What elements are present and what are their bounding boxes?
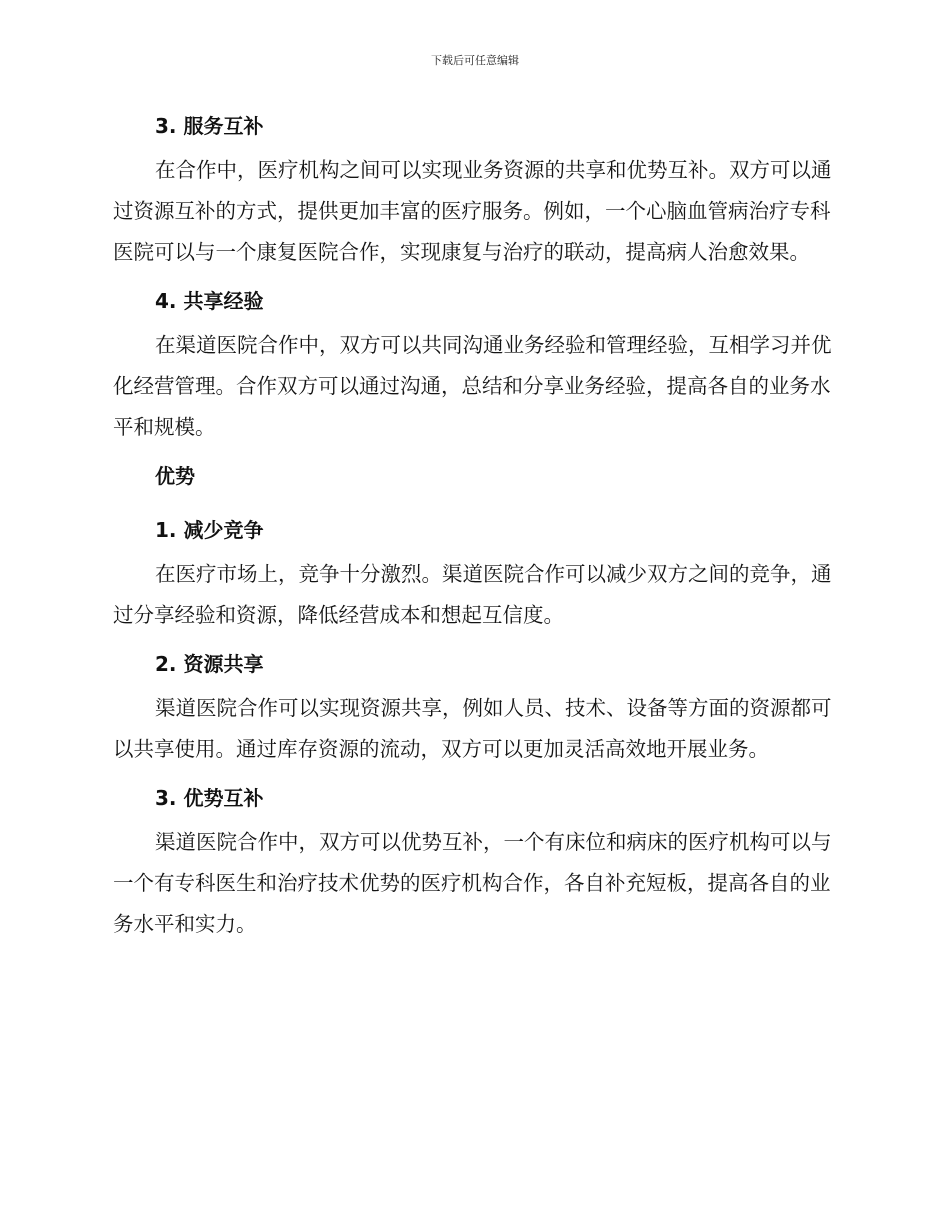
- section-paragraph-advantage-complement: 渠道医院合作中，双方可以优势互补，一个有床位和病床的医疗机构可以与一个有专科医生和治疗技术优势的医疗机构合作，各自补充短板，提高各自的业务水平和实力。: [113, 830, 832, 936]
- section-heading-advantages: 优势: [155, 464, 195, 488]
- section-heading-shared-experience: 4. 共享经验: [155, 289, 264, 313]
- section-heading-service-complement: 3. 服务互补: [155, 114, 264, 138]
- page-header: 下载后可任意编辑: [431, 54, 519, 67]
- section-paragraph-service-complement: 在合作中，医疗机构之间可以实现业务资源的共享和优势互补。双方可以通过资源互补的方式，提供更加丰富的医疗服务。例如，一个心脑血管病治疗专科医院可以与一个康复医院合作，实现康复与治疗的联动，提高病人治愈效果。: [113, 158, 832, 264]
- section-heading-resource-sharing: 2. 资源共享: [155, 652, 264, 676]
- section-paragraph-resource-sharing: 渠道医院合作可以实现资源共享，例如人员、技术、设备等方面的资源都可以共享使用。通过库存资源的流动，双方可以更加灵活高效地开展业务。: [113, 696, 832, 761]
- document-body: [113, 111, 835, 945]
- section-paragraph-reduce-competition: 在医疗市场上，竞争十分激烈。渠道医院合作可以减少双方之间的竞争，通过分享经验和资源，降低经营成本和想起互信度。: [113, 562, 832, 627]
- section-heading-advantage-complement: 3. 优势互补: [155, 786, 264, 810]
- section-heading-reduce-competition: 1. 减少竞争: [155, 518, 264, 542]
- section-paragraph-shared-experience: 在渠道医院合作中，双方可以共同沟通业务经验和管理经验，互相学习并优化经营管理。合作双方可以通过沟通，总结和分享业务经验，提高各自的业务水平和规模。: [113, 333, 832, 439]
